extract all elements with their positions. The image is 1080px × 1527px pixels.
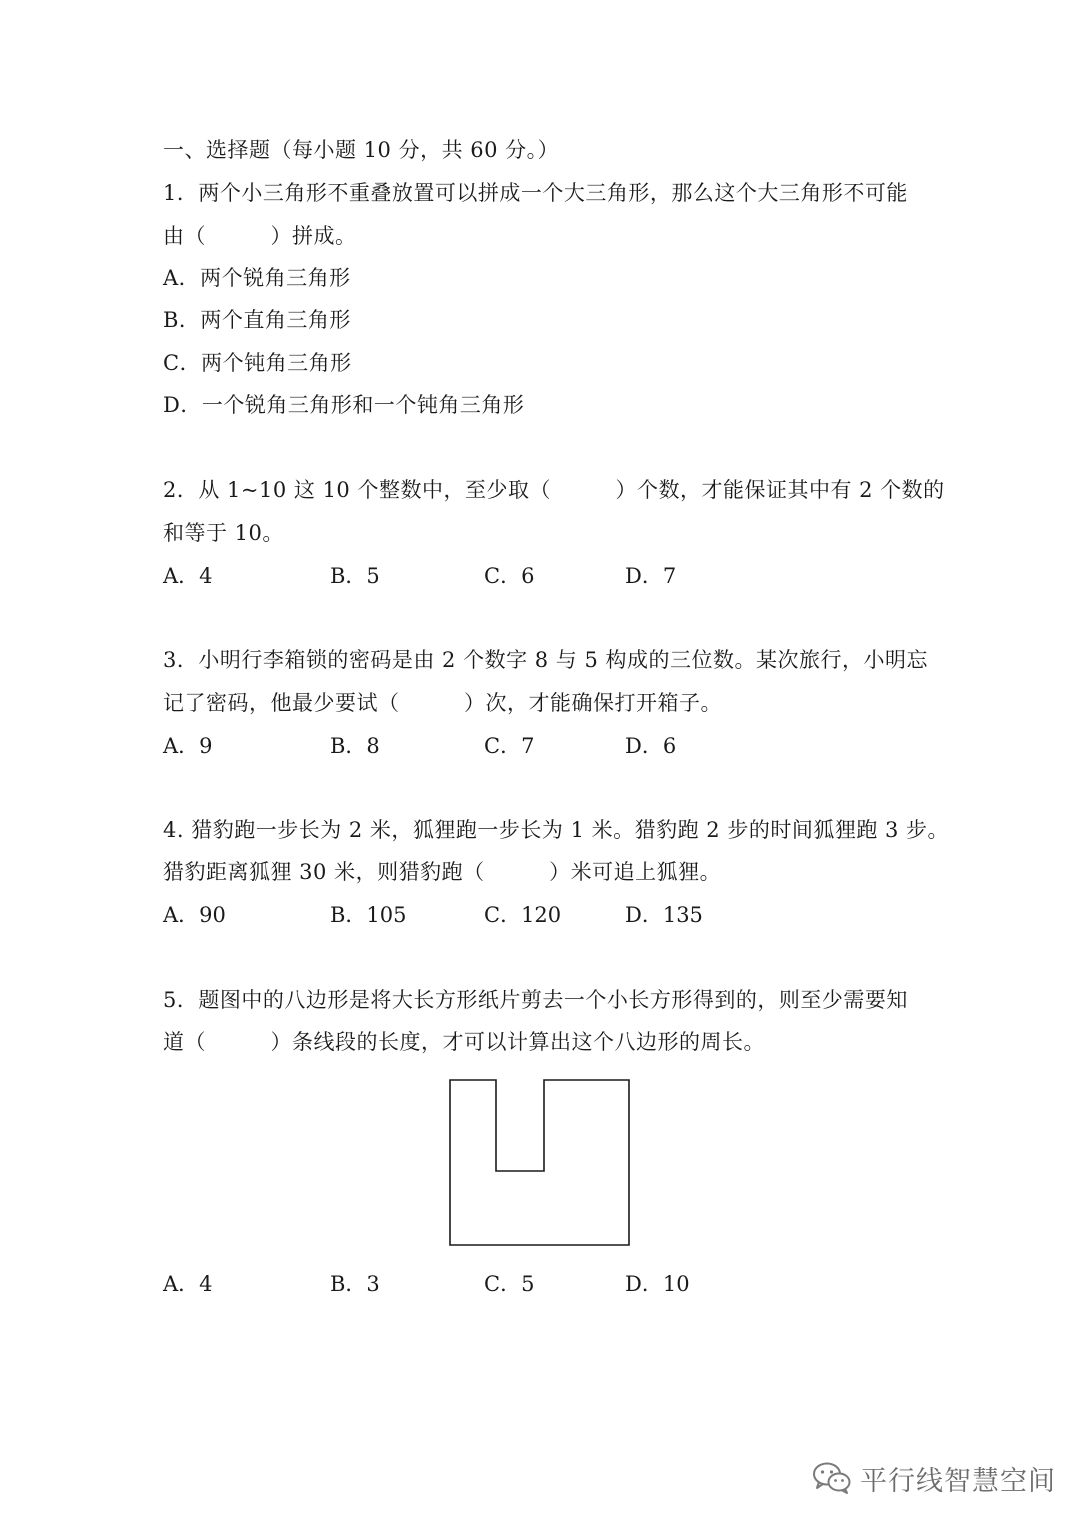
question-5-option-c: C．5 <box>484 1272 535 1296</box>
question-3-option-a: A．9 <box>163 734 213 758</box>
question-1-option-a: A．两个锐角三角形 <box>163 266 351 290</box>
question-4-option-b: B．105 <box>330 903 407 927</box>
question-2-option-a: A．4 <box>163 564 213 588</box>
question-3-line-1: 3．小明行李箱锁的密码是由 2 个数字 8 与 5 构成的三位数。某次旅行，小明忘 <box>163 648 928 672</box>
question-4-option-d: D．135 <box>625 903 703 927</box>
question-1-option-b: B．两个直角三角形 <box>163 308 351 332</box>
watermark-text: 平行线智慧空间 <box>860 1465 1056 1497</box>
question-1-line-1: 1．两个小三角形不重叠放置可以拼成一个大三角形，那么这个大三角形不可能 <box>163 181 908 205</box>
question-2-line-2: 和等于 10。 <box>163 521 284 545</box>
question-5-option-b: B．3 <box>330 1272 380 1296</box>
wechat-icon <box>812 1461 852 1495</box>
question-4-option-c: C．120 <box>484 903 562 927</box>
question-5-option-a: A．4 <box>163 1272 213 1296</box>
question-4-option-a: A．90 <box>163 903 226 927</box>
question-5-line-1: 5．题图中的八边形是将大长方形纸片剪去一个小长方形得到的，则至少需要知 <box>163 988 908 1012</box>
question-2-line-1: 2．从 1~10 这 10 个整数中，至少取（ ）个数，才能保证其中有 2 个数的 <box>163 478 945 502</box>
question-3-line-2: 记了密码，他最少要试（ ）次，才能确保打开箱子。 <box>163 691 722 715</box>
question-3-option-d: D．6 <box>625 734 677 758</box>
question-1-option-c: C．两个钝角三角形 <box>163 351 352 375</box>
question-4-line-1: 4. 猎豹跑一步长为 2 米，狐狸跑一步长为 1 米。猎豹跑 2 步的时间狐狸跑 3 步。 <box>163 818 950 842</box>
question-3-option-b: B．8 <box>330 734 380 758</box>
question-4-line-2: 猎豹距离狐狸 30 米，则猎豹跑（ ）米可追上狐狸。 <box>163 860 722 884</box>
question-3-option-c: C．7 <box>484 734 535 758</box>
question-5-option-d: D．10 <box>625 1272 690 1296</box>
question-2-option-d: D．7 <box>625 564 677 588</box>
watermark <box>812 1456 1056 1500</box>
section-title: 一、选择题（每小题 10 分，共 60 分。） <box>163 138 560 162</box>
question-1-option-d: D．一个锐角三角形和一个钝角三角形 <box>163 393 525 417</box>
question-1-line-2: 由（ ）拼成。 <box>163 224 357 248</box>
octagon-figure <box>446 1077 634 1253</box>
question-2-option-b: B．5 <box>330 564 380 588</box>
question-2-option-c: C．6 <box>484 564 535 588</box>
octagon-diagram <box>446 1077 634 1249</box>
question-5-line-2: 道（ ）条线段的长度，才可以计算出这个八边形的周长。 <box>163 1030 765 1054</box>
octagon-outline <box>450 1080 629 1245</box>
